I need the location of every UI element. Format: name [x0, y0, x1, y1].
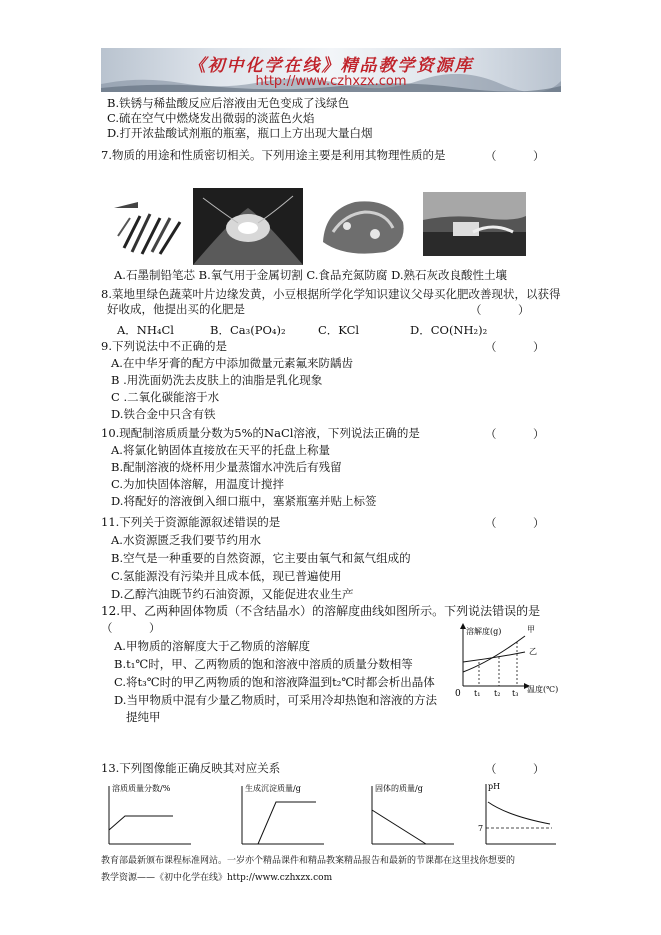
- q12-answer-blank: （ ）: [101, 621, 161, 635]
- chart-d-ylabel: pH: [488, 782, 501, 791]
- q11-option-b: B.空气是一种重要的自然资源，它主要由氧气和氮气组成的: [111, 551, 411, 565]
- q10-option-d: D.将配好的溶液倒入细口瓶中，塞紧瓶塞并贴上标签: [111, 494, 377, 508]
- q8-stem-line2: 好收成，他提出买的化肥是: [107, 302, 245, 316]
- curve-jia-label: 甲: [527, 625, 535, 634]
- nitrogen-packaged-food-image: [315, 192, 410, 258]
- q11-stem: 11.下列关于资源能源叙述错误的是: [101, 515, 281, 529]
- chart-option-a: [103, 780, 193, 850]
- q8-option-c: C．KCl: [318, 323, 360, 337]
- q10-answer-blank: （ ）: [485, 427, 545, 441]
- solubility-curve-chart: [455, 622, 573, 700]
- t3-label: t₃: [512, 689, 519, 698]
- q10-option-b: B.配制溶液的烧杯用少量蒸馏水冲洗后有残留: [111, 460, 342, 474]
- q9-option-c: C .二氧化碳能溶于水: [111, 390, 220, 404]
- q9-option-a: A.在中华牙膏的配方中添加微量元素氟来防龋齿: [111, 356, 353, 370]
- chart-a-ylabel: 溶质质量分数/%: [112, 784, 171, 793]
- t1-label: t₁: [474, 689, 481, 698]
- footer-line2: 教学资源——《初中化学在线》http://www.czhxzx.com: [101, 873, 333, 883]
- chart-c-line: [372, 810, 426, 844]
- chart-option-d: [478, 778, 558, 850]
- q12-option-c: C.将t₃℃时的甲乙两物质的饱和溶液降温到t₂℃时都会析出晶体: [114, 675, 435, 689]
- q9-option-b: B .用洗面奶洗去皮肤上的油脂是乳化现象: [111, 373, 323, 387]
- q6-option-b: B.铁锈与稀盐酸反应后溶液由无色变成了浅绿色: [107, 96, 350, 110]
- soil-improvement-image: [423, 192, 526, 256]
- chart-option-c: [366, 780, 456, 850]
- temperature-xlabel: 温度(℃): [527, 685, 559, 694]
- q6-option-c: C.硫在空气中燃烧发出微弱的淡蓝色火焰: [107, 111, 315, 125]
- footer-line1: 教育部最新颁布课程标准网站。一岁亦个精品课件和精品教案精品报告和最新的节课都在这里找你想要的: [101, 856, 516, 866]
- chart-b-ylabel: 生成沉淀质量/g: [245, 784, 301, 793]
- q13-answer-blank: （ ）: [485, 762, 545, 776]
- q10-stem: 10.现配制溶质质量分数为5%的NaCl溶液，下列说法正确的是: [101, 426, 420, 440]
- q7-answer-blank: （ ）: [485, 149, 545, 163]
- q8-option-b: B．Ca₃(PO₄)₂: [210, 323, 286, 337]
- q12-stem: 12.甲、乙两种固体物质（不含结晶水）的溶解度曲线如图所示。下列说法错误的是: [101, 604, 541, 618]
- pencil-leads-image: [110, 188, 185, 258]
- q8-option-a: A．NH₄Cl: [117, 323, 174, 337]
- q8-option-d: D．CO(NH₂)₂: [410, 323, 488, 337]
- q12-option-d-cont: 提纯甲: [126, 710, 161, 724]
- q12-option-d: D.当甲物质中混有少量乙物质时，可采用冷却热饱和溶液的方法: [114, 693, 437, 707]
- q10-option-c: C.为加快固体溶解，用温度计搅拌: [111, 477, 285, 491]
- q11-option-d: D.乙醇汽油既节约石油资源，又能促进农业生产: [111, 587, 354, 601]
- banner-url[interactable]: http://www.czhxzx.com: [255, 74, 407, 89]
- chart-d-curve: [488, 802, 550, 824]
- solubility-ylabel: 溶解度(g): [466, 627, 502, 636]
- q9-answer-blank: （ ）: [485, 340, 545, 354]
- chart-c-ylabel: 固体的质量/g: [375, 784, 423, 793]
- metal-cutting-image: [193, 188, 303, 265]
- q12-option-b: B.t₁℃时，甲、乙两物质的饱和溶液中溶质的质量分数相等: [114, 657, 413, 671]
- curve-yi-label: 乙: [529, 647, 537, 656]
- q7-stem: 7.物质的用途和性质密切相关。下列用途主要是利用其物理性质的是: [101, 148, 446, 162]
- q8-answer-blank: （ ）: [470, 303, 530, 317]
- chart-d-seven: 7: [478, 824, 484, 833]
- header-banner: [101, 48, 561, 92]
- q10-option-a: A.将氯化钠固体直接放在天平的托盘上称量: [111, 443, 330, 457]
- q6-option-d: D.打开浓盐酸试剂瓶的瓶塞，瓶口上方出现大量白烟: [107, 126, 373, 140]
- origin-label: 0: [455, 689, 461, 699]
- q8-stem-line1: 8.菜地里绿色蔬菜叶片边缘发黄，小豆根据所学化学知识建议父母买化肥改善现状，以获得: [101, 287, 561, 301]
- chart-b-line: [258, 802, 316, 844]
- q11-option-c: C.氢能源没有污染并且成本低，现已普遍使用: [111, 569, 342, 583]
- q12-option-a: A.甲物质的溶解度大于乙物质的溶解度: [114, 639, 310, 653]
- chart-option-b: [236, 780, 326, 850]
- q13-stem: 13.下列图像能正确反映其对应关系: [101, 761, 281, 775]
- q9-option-d: D.铁合金中只含有铁: [111, 407, 216, 421]
- q11-answer-blank: （ ）: [485, 516, 545, 530]
- chart-a-line: [109, 816, 173, 830]
- banner-title: 《初中化学在线》精品教学资源库: [188, 56, 474, 76]
- q7-options: A.石墨制铅笔芯 B.氧气用于金属切割 C.食品充氮防腐 D.熟石灰改良酸性土壤: [114, 268, 508, 282]
- t2-label: t₂: [494, 689, 501, 698]
- q9-stem: 9.下列说法中不正确的是: [101, 339, 227, 353]
- q11-option-a: A.水资源匮乏我们要节约用水: [111, 533, 261, 547]
